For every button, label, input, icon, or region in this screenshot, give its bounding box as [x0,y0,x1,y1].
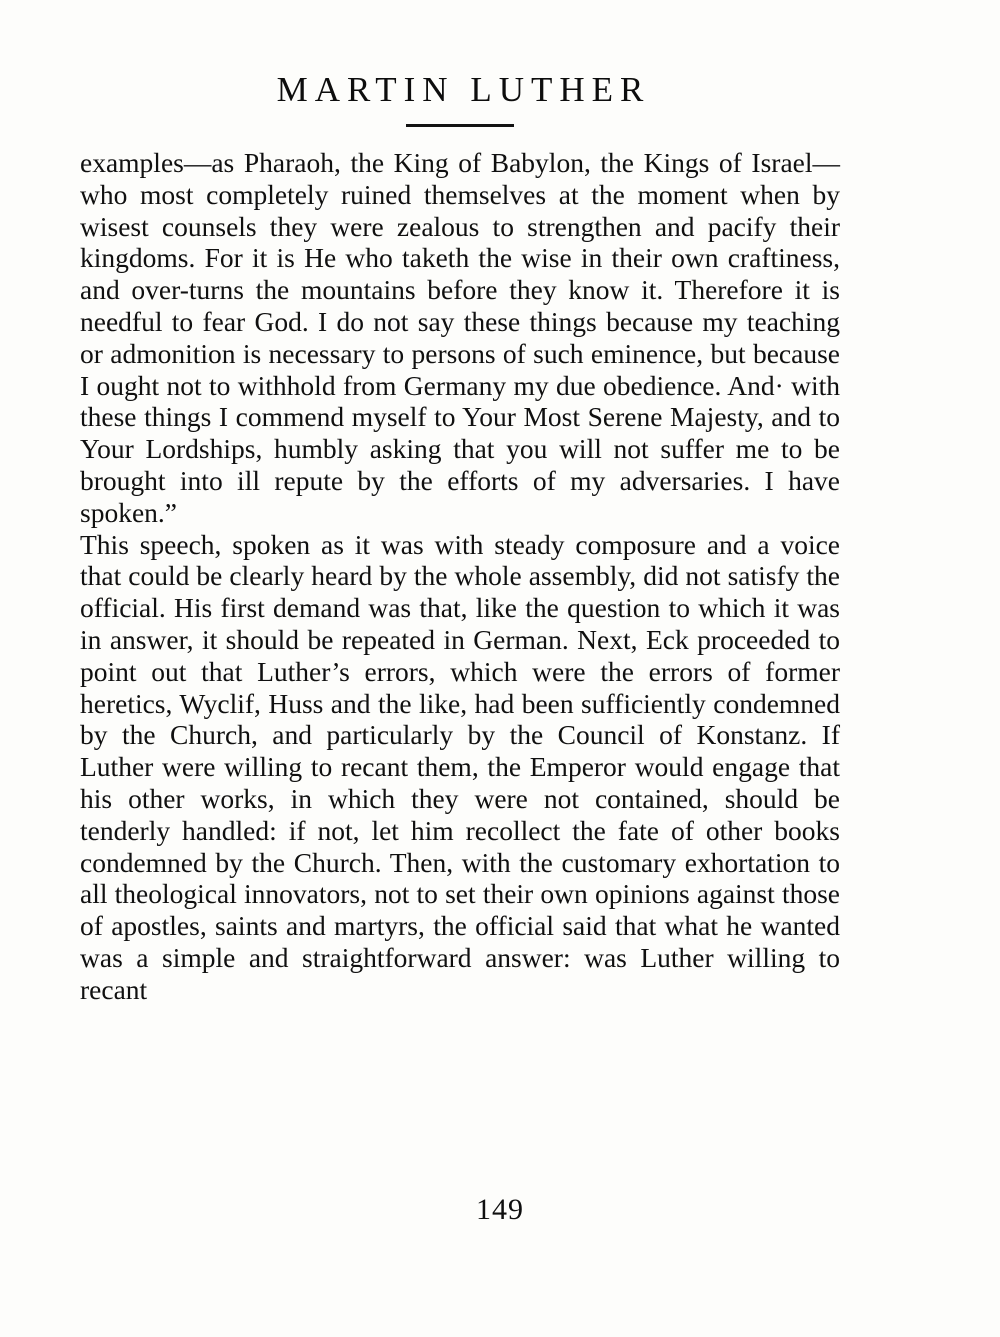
running-head-title: MARTIN LUTHER [276,70,651,109]
page-number: 149 [476,1193,524,1226]
header-rule-divider [406,124,514,127]
body-text-block [80,147,840,1006]
page-content [80,70,840,1006]
paragraph: This speech, spoken as it was with steady composure and a voice that could be clearly heard by the whole assembly, did not satisfy the official. His first demand was that, like the question to which it was in answer, it should be repeated in German. Next, Eck proceeded to point out that Luther’s errors, which were the errors of former heretics, Wyclif, Huss and the like, had been sufficiently condemned by the Church, and particularly by the Council of Konstanz. If Luther were willing to recant them, the Emperor would engage that his other works, in which they were not contained, should be tenderly handled: if not, let him recollect the fate of other books condemned by the Church. Then, with the customary exhortation to all theological innovators, not to set their own opinions against those of apostles, saints and martyrs, the official said that what he wanted was a simple and straightforward answer: was Luther willing to recant [80,528,840,1005]
paragraph: examples—as Pharaoh, the King of Babylon, the Kings of Israel—who most completely ruined themselves at the moment when by wisest counsels they were zealous to strengthen and pacify their kingdoms. For it is He who taketh the wise in their own craftiness, and over-turns the mountains before they know it. Therefore it is needful to fear God. I do not say these things because my teaching or admonition is necessary to persons of such eminence, but because I ought not to withhold from Germany my due obedience. And· with these things I commend myself to Your Most Serene Majesty, and to Your Lordships, humbly asking that you will not suffer me to be brought into ill repute by the efforts of my adversaries. I have spoken.” [80,147,840,528]
